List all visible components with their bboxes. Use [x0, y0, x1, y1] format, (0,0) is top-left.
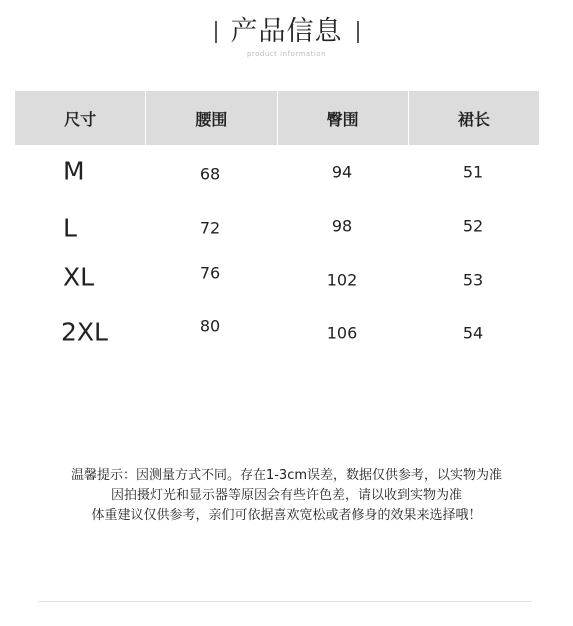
hip-cell: 94 [331, 162, 353, 182]
column-header-size: 尺寸 [15, 91, 146, 145]
table-header [15, 91, 539, 145]
size-table [15, 91, 539, 145]
column-header-waist: 腰围 [146, 91, 277, 145]
column-header-hip: 臀围 [278, 91, 409, 145]
note-line: 体重建议仅供参考，亲们可依据喜欢宽松或者修身的效果来选择哦！ [91, 508, 482, 523]
length-cell: 51 [462, 162, 484, 182]
waist-cell: 72 [199, 218, 221, 238]
length-cell: 54 [462, 323, 484, 343]
length-cell: 52 [462, 216, 484, 236]
note-line: 因拍摄灯光和显示器等原因会有些许色差，请以收到实物为准 [110, 488, 462, 503]
page-subtitle: product information [246, 50, 327, 58]
hip-cell: 102 [326, 270, 358, 290]
size-cell: M [63, 156, 85, 186]
waist-cell: 80 [199, 316, 221, 336]
size-cell: XL [63, 262, 95, 292]
header [0, 14, 573, 59]
bottom-divider [38, 601, 532, 602]
waist-cell: 68 [199, 164, 221, 184]
hip-cell: 98 [331, 216, 353, 236]
length-cell: 53 [462, 270, 484, 290]
column-header-length: 裙长 [457, 109, 490, 129]
tips-note [0, 466, 573, 526]
size-cell: 2XL [61, 317, 108, 347]
hip-cell: 106 [326, 323, 358, 343]
size-cell: L [63, 213, 77, 243]
title-row [215, 14, 359, 50]
title-right-bar [357, 21, 359, 43]
page-title: 产品信息 [230, 16, 343, 47]
note-line: 温馨提示：因测量方式不同。存在1-3cm误差，数据仅供参考，以实物为准 [70, 468, 503, 483]
waist-cell: 76 [199, 263, 221, 283]
title-left-bar [215, 21, 217, 43]
